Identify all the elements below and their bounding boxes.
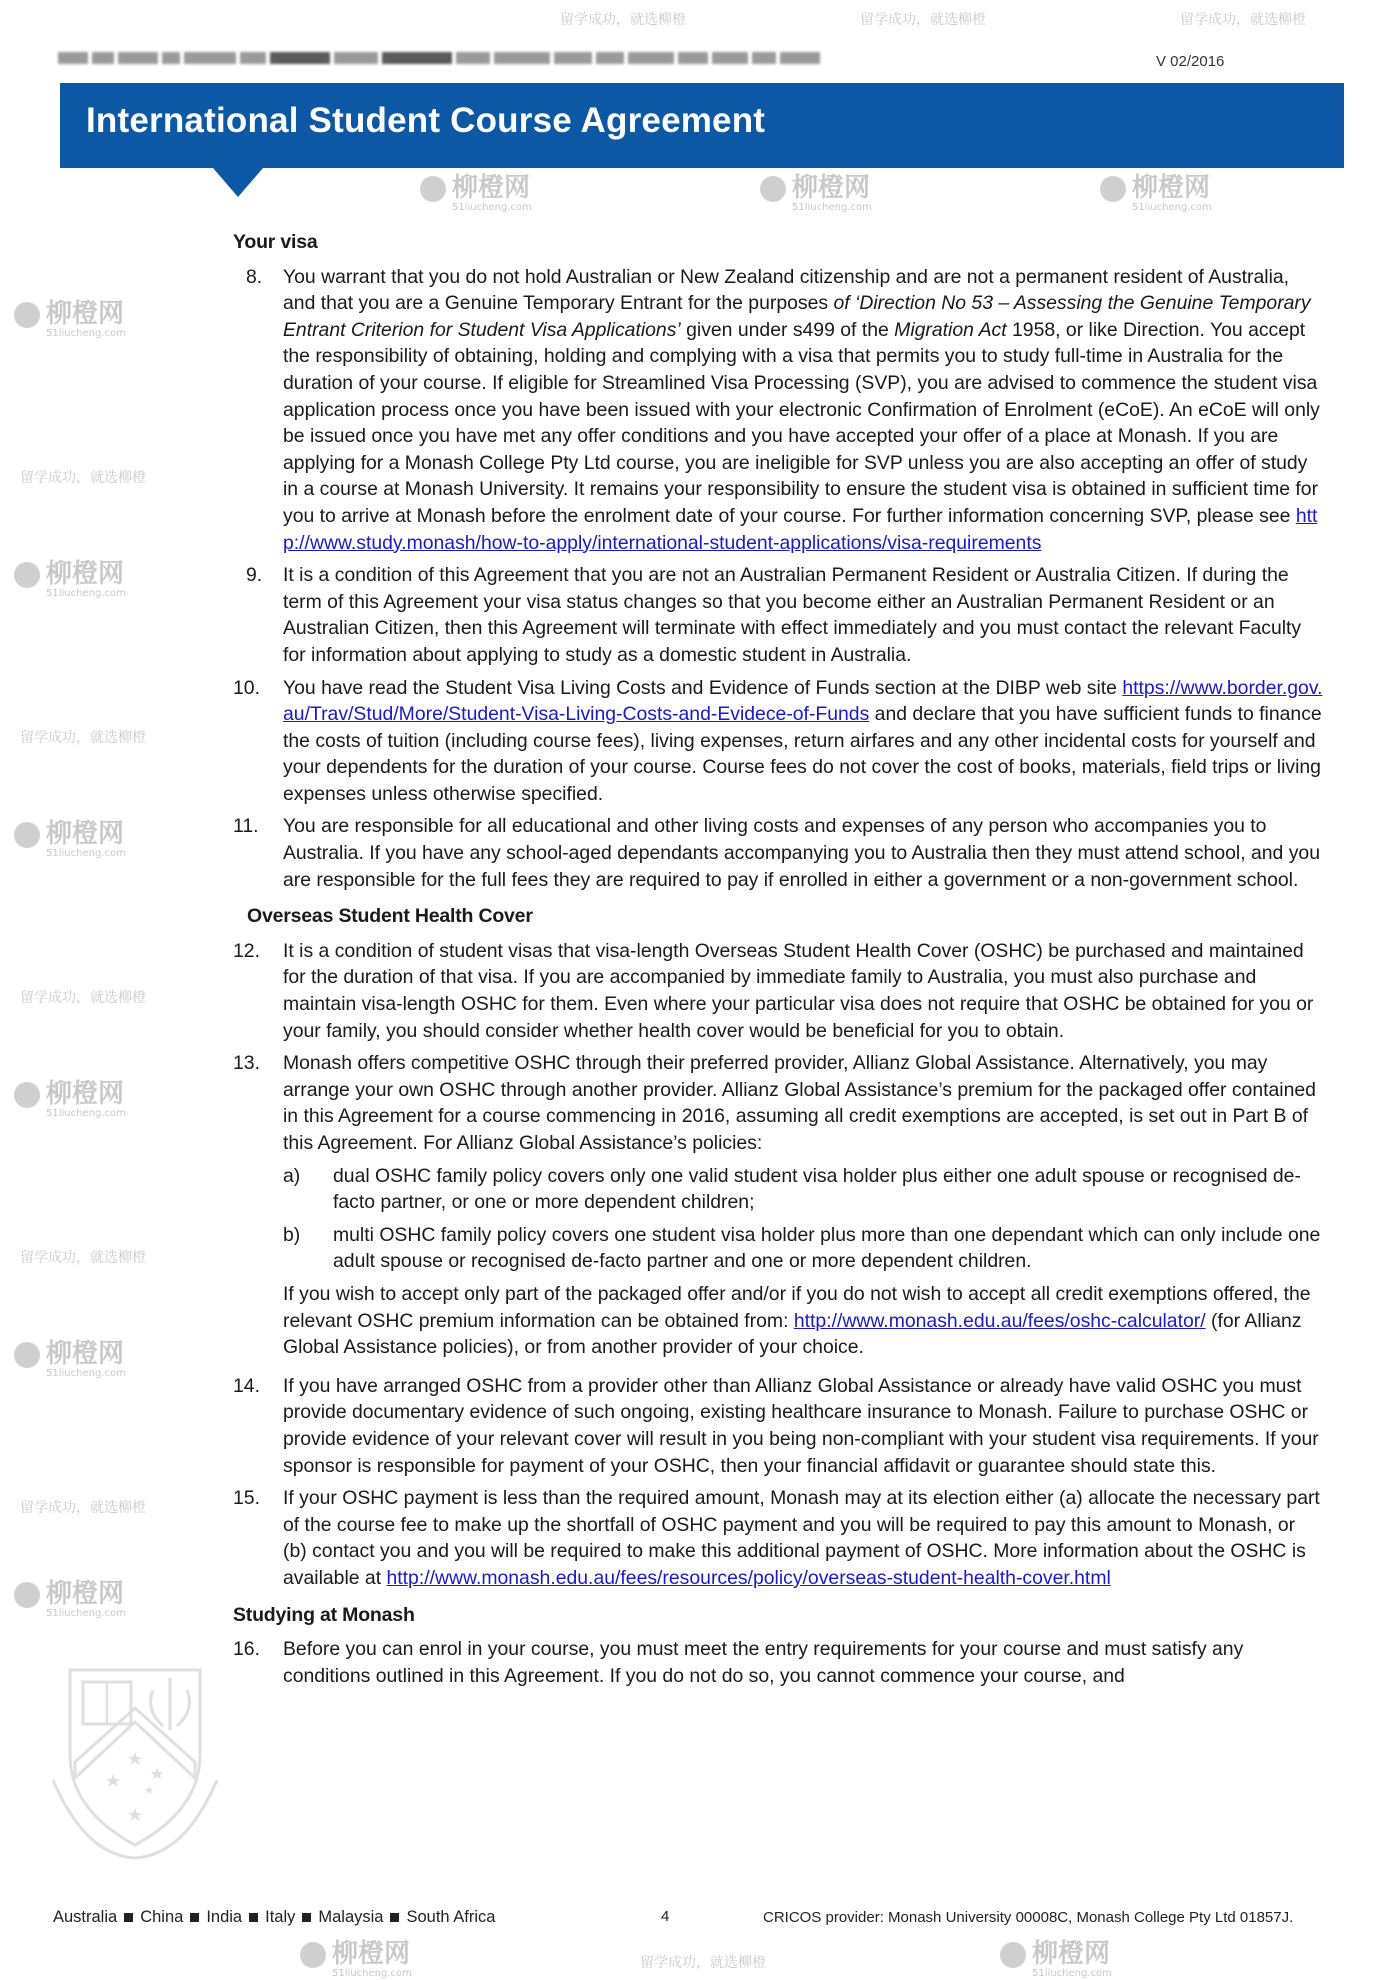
title-banner: [60, 83, 1344, 168]
watermark-brand: 柳橙网 51liucheng.com: [14, 1580, 126, 1620]
clause-16: [233, 1636, 1323, 1689]
clause-9: [233, 562, 1323, 668]
act-name: Migration Act: [894, 318, 1007, 341]
clause-text: It is a condition of student visas that visa-length Overseas Student Health Cover (OSHC) be purchased and maintained for the duration of that visa. If you are accompanied by immediate family to Australia, you must also purchase and maintain visa-length OSHC for them. Even where your particular visa does not require that OSHC be obtained for you or your family, you should consider whether health cover would be beneficial for you to obtain.: [283, 939, 1314, 1042]
clause-12: [233, 938, 1323, 1044]
clause-number: 10.: [233, 676, 260, 699]
watermark-logo-icon: [14, 822, 40, 848]
clause-number: 12.: [233, 939, 260, 962]
clause-number: 9.: [246, 564, 263, 587]
section-heading-oshc: Overseas Student Health Cover: [247, 905, 533, 928]
clause-body: [283, 1636, 1323, 1689]
campus-name: Malaysia: [318, 1908, 384, 1926]
redacted-student-details: [58, 52, 820, 66]
clause-number: 13.: [233, 1052, 260, 1075]
banner-pointer: [213, 168, 263, 197]
watermark-slogan: 留学成功，就选柳橙: [640, 1955, 766, 1971]
separator-square-icon: [302, 1913, 311, 1922]
watermark-brand: 柳橙网 51liucheng.com: [1000, 1940, 1112, 1980]
subclause-text: multi OSHC family policy covers one student visa holder plus more than one dependant which can only include one adult spouse or recognised de-facto partner and one or more dependent children.: [333, 1223, 1321, 1273]
campus-name: South Africa: [406, 1908, 496, 1926]
clause-text: Monash offers competitive OSHC through their preferred provider, Allianz Global Assistance. Alternatively, you may arrange your own OSHC through another provider. Allianz Global Assistance’s premium for the packaged offer contained in this Agreement for a course commencing in 2016, assuming all credit exemptions are accepted, is set out in Part B of this Agreement. For Allianz Global Assistance’s policies:: [283, 1052, 1316, 1154]
watermark-brand: 柳橙网 51liucheng.com: [14, 300, 126, 340]
clause-body: [283, 938, 1323, 1044]
watermark-slogan: 留学成功，就选柳橙: [860, 12, 986, 28]
clause-13-paragraph: [283, 1281, 1323, 1361]
separator-square-icon: [249, 1913, 258, 1922]
section-heading-visa: Your visa: [233, 231, 318, 253]
watermark-logo-icon: [14, 1582, 40, 1608]
living-costs-link[interactable]: https://www.border.gov.au/Trav/Stud/More/Student-Visa-Living-Costs-and-Evidece-of-Funds: [283, 676, 1323, 726]
watermark-slogan: 留学成功，就选柳橙: [20, 990, 146, 1006]
clause-body: [283, 675, 1323, 808]
clause-body: [283, 813, 1323, 893]
clause-13: [233, 1050, 1323, 1367]
watermark-slogan: 留学成功，就选柳橙: [20, 1500, 146, 1516]
clause-text: and declare that you have sufficient funds to finance the costs of tuition (including course fees), living expenses, return airfares and any other incidental costs for yourself and your dependents for the duration of your course. Course fees do not cover the cost of books, materials, field trips or living expenses unless otherwise specified.: [283, 703, 1322, 805]
version-label: V 02/2016: [1156, 53, 1225, 70]
campus-name: China: [140, 1908, 184, 1926]
watermark-brand: 柳橙网 51liucheng.com: [14, 560, 126, 600]
clause-14: [233, 1373, 1323, 1479]
university-crest-logo: [45, 1660, 225, 1860]
clause-15: [233, 1485, 1323, 1591]
watermark-logo-icon: [14, 1342, 40, 1368]
watermark-logo-icon: [14, 1082, 40, 1108]
watermark-logo-icon: [1000, 1942, 1026, 1968]
clause-11: [233, 813, 1323, 893]
clause-number: 14.: [233, 1374, 260, 1397]
campus-name: Italy: [265, 1908, 296, 1926]
campus-name: Australia: [53, 1908, 118, 1926]
clause-text: If your OSHC payment is less than the required amount, Monash may at its election either (a) allocate the necessary part of the course fee to make up the shortfall of OSHC payment and you will be required to pay this amount to Monash, or (b) contact you and you will be required to make this additional payment of OSHC. More information about the OSHC is available at: [283, 1487, 1320, 1589]
watermark-brand: 柳橙网 51liucheng.com: [760, 174, 872, 214]
watermark-slogan: 留学成功，就选柳橙: [20, 730, 146, 746]
visa-requirements-link[interactable]: http://www.study.monash/how-to-apply/international-student-applications/visa-requirements: [283, 504, 1318, 554]
subclause-a: [283, 1163, 1323, 1216]
oshc-calculator-link[interactable]: http://www.monash.edu.au/fees/oshc-calculator/: [793, 1309, 1206, 1332]
subclause-letter: b): [283, 1223, 301, 1246]
watermark-logo-icon: [300, 1942, 326, 1968]
clause-text-italic: of ‘Direction No 53 – Assessing the Genuine Temporary Entrant Criterion for Student Visa Applications’: [283, 292, 1311, 341]
clause-number: 15.: [233, 1487, 260, 1510]
separator-square-icon: [390, 1913, 399, 1922]
clause-text: You have read the Student Visa Living Costs and Evidence of Funds section at the DIBP web site: [283, 676, 1123, 699]
paragraph-text: If you wish to accept only part of the packaged offer and/or if you do not wish to accept all credit exemptions offered, the relevant OSHC premium information can be obtained from:: [283, 1282, 1311, 1332]
document-body: [233, 229, 1323, 1695]
watermark-logo-icon: [1100, 176, 1126, 202]
watermark-logo-icon: [14, 562, 40, 588]
watermark-brand: 柳橙网 51liucheng.com: [14, 1340, 126, 1380]
paragraph-text: (for Allianz Global Assistance policies), or from another provider of your choice.: [283, 1309, 1302, 1359]
clause-text: It is a condition of this Agreement that you are not an Australian Permanent Resident or Australia Citizen. If during the term of this Agreement your visa status changes so that you become either an Australian Permanent Resident or an Australian Citizen, then this Agreement will terminate with effect immediately and you must contact the relevant Faculty for information about applying to study as a domestic student in Australia.: [283, 564, 1302, 666]
watermark-logo-icon: [760, 176, 786, 202]
clause-8: [233, 264, 1323, 557]
cricos-statement: CRICOS provider: Monash University 00008C, Monash College Pty Ltd 01857J.: [763, 1909, 1294, 1926]
campus-list: [53, 1908, 495, 1927]
clause-10: [233, 675, 1323, 808]
clause-body: [283, 562, 1323, 668]
watermark-brand: 柳橙网 51liucheng.com: [300, 1940, 412, 1980]
watermark-logo-icon: [420, 176, 446, 202]
clause-text: You warrant that you do not hold Australian or New Zealand citizenship and are not a permanent resident of Australia, and that you are a Genuine Temporary Entrant for the purposes: [283, 265, 1290, 315]
oshc-policy-link[interactable]: http://www.monash.edu.au/fees/resources/policy/overseas-student-health-cover.html: [386, 1566, 1111, 1589]
subclause-letter: a): [283, 1164, 301, 1187]
clause-text: Before you can enrol in your course, you must meet the entry requirements for your course and must satisfy any conditions outlined in this Agreement. If you do not do so, you cannot commence your course, and: [283, 1638, 1244, 1687]
clause-body: [283, 1485, 1323, 1591]
clause-body: [283, 1373, 1323, 1479]
subclause-text: dual OSHC family policy covers only one valid student visa holder plus either one adult spouse or recognised de-facto partner, or one or more dependent children;: [333, 1164, 1301, 1214]
watermark-slogan: 留学成功，就选柳橙: [1180, 12, 1306, 28]
clause-number: 16.: [233, 1638, 260, 1661]
watermark-brand: 柳橙网 51liucheng.com: [14, 820, 126, 860]
watermark-slogan: 留学成功，就选柳橙: [560, 12, 686, 28]
watermark-slogan: 留学成功，就选柳橙: [20, 1250, 146, 1266]
watermark-brand: 柳橙网 51liucheng.com: [14, 1080, 126, 1120]
clause-text: You are responsible for all educational and other living costs and expenses of any person who accompanies you to Australia. If you have any school-aged dependants accompanying you to Australia then they must attend school, and you are responsible for the full fees they are required to pay if enrolled in either a government or a non-government school.: [283, 815, 1320, 891]
campus-name: India: [206, 1908, 243, 1926]
subclause-b: [283, 1222, 1323, 1275]
separator-square-icon: [124, 1913, 133, 1922]
clause-body: [283, 1050, 1323, 1367]
page-number: 4: [661, 1908, 670, 1925]
clause-text: 1958, or like Direction. You accept the responsibility of obtaining, holding and complying with a visa that permits you to study full-time in Australia for the duration of your course. If eligible for Streamlined Visa Processing (SVP), you are advised to commence the student visa application process once you have been issued with your electronic Confirmation of Enrolment (eCoE). An eCoE will only be issued once you have met any offer conditions and you have accepted your offer of a place at Monash. If you are applying for a Monash College Pty Ltd course, you are ineligible for SVP unless you are also accepting an offer of study in a course at Monash University. It remains your responsibility to ensure the student visa is obtained in sufficient time for you to arrive at Monash before the enrolment date of your course. For further information concerning SVP, please see: [283, 318, 1320, 527]
watermark-brand: 柳橙网 51liucheng.com: [420, 174, 532, 214]
separator-square-icon: [190, 1913, 199, 1922]
clause-text: If you have arranged OSHC from a provider other than Allianz Global Assistance or already have valid OSHC you must provide documentary evidence of such ongoing, existing healthcare insurance to Monash. Failure to purchase OSHC or provide evidence of your relevant cover will result in you being non-compliant with your student visa requirements. If your sponsor is responsible for payment of your OSHC, then your financial affidavit or guarantee should state this.: [283, 1374, 1319, 1477]
watermark-logo-icon: [14, 302, 40, 328]
watermark-slogan: 留学成功，就选柳橙: [20, 470, 146, 486]
clause-body: [283, 264, 1323, 557]
document-title: International Student Course Agreement: [86, 101, 766, 140]
watermark-brand: 柳橙网 51liucheng.com: [1100, 174, 1212, 214]
clause-number: 8.: [246, 265, 263, 288]
clause-text: given under s499 of the: [680, 318, 895, 341]
section-heading-studying: Studying at Monash: [233, 1603, 415, 1626]
clause-number: 11.: [233, 815, 259, 838]
